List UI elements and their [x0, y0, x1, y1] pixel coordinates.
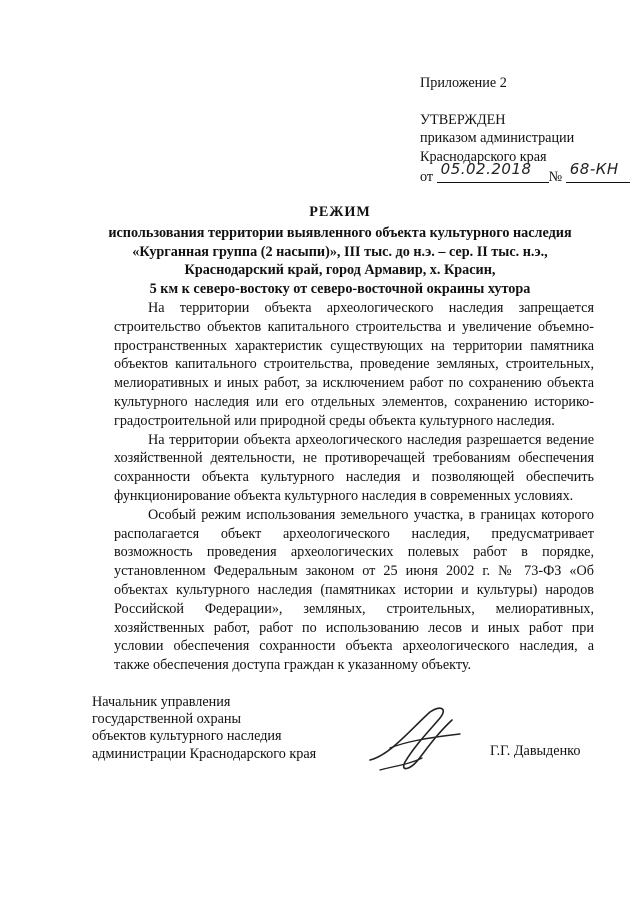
- order-date-field: [437, 160, 549, 183]
- signatory-line-1: Начальник управления: [92, 694, 231, 710]
- approved-heading: УТВЕРЖДЕН: [420, 111, 506, 128]
- order-prefix: от: [420, 169, 434, 186]
- title-line-4: 5 км к северо-востоку от северо-восточной окраины хутора: [149, 281, 531, 298]
- body-paragraph-1: На территории объекта археологического наследия запрещается строительство объектов капитального строительства и увеличение объемно-пространственных характеристик существующих на территории памятника объектов капитального строительства, проведение земляных, строительных, мелиоративных и иных работ, за исключением работ по сохранению объекта культурного наследия или его отдельных элементов, сохранению историко-градостроительной или природной среды объекта культурного наследия.: [114, 300, 594, 429]
- signatory-line-3: объектов культурного наследия: [92, 728, 282, 745]
- order-number-field: [566, 160, 630, 183]
- signatory-name: Г.Г. Давыденко: [490, 743, 581, 759]
- appendix-label: Приложение 2: [420, 75, 507, 91]
- order-number-handwritten: 68-КН: [569, 160, 619, 179]
- title-line-1: использования территории выявленного объекта культурного наследия: [108, 224, 572, 241]
- signatory-line-2: государственной охраны: [92, 711, 242, 728]
- body-paragraph-3: Особый режим использования земельного участка, в границах которого располагается объект археологического наследия, предусматривает возможность проведения археологических полевых работ в порядке, установленном Федеральным законом от 25 июня 2002 г. № 73-ФЗ «Об объектах культурного наследия (памятниках истории и культуры) народов Российской Федерации», земляных, строительных, мелиоративных, хозяйственных работ, работ по использованию лесов и иных работ при условии обеспечения сохранности объекта археологического наследия, а также обеспечения доступа граждан к указанному объекту.: [114, 506, 594, 674]
- approval-line-1: приказом администрации: [420, 130, 575, 147]
- approval-line-2: Краснодарского края: [420, 148, 547, 165]
- order-line: [420, 160, 630, 187]
- document-title: [60, 203, 620, 299]
- order-number-label: №: [548, 169, 563, 186]
- signatory-line-4: администрации Краснодарского края: [92, 745, 317, 762]
- document-body: [114, 299, 594, 675]
- body-paragraph-2: На территории объекта археологического наследия разрешается ведение хозяйственной деятельности, не противоречащей требованиям обеспечения сохранности объекта культурного наследия и позволяющей обеспечить функционирование объекта культурного наследия в современных условиях.: [114, 431, 594, 504]
- handwritten-signature-icon: [360, 700, 470, 780]
- title-line-3: Краснодарский край, город Армавир, х. Красин,: [184, 262, 496, 279]
- title-main: РЕЖИМ: [309, 204, 371, 220]
- title-line-2: «Курганная группа (2 насыпи)», III тыс. до н.э. – сер. II тыс. н.э.,: [132, 243, 548, 260]
- approval-stamp: [420, 74, 630, 187]
- order-date-handwritten: 05.02.2018: [440, 160, 532, 179]
